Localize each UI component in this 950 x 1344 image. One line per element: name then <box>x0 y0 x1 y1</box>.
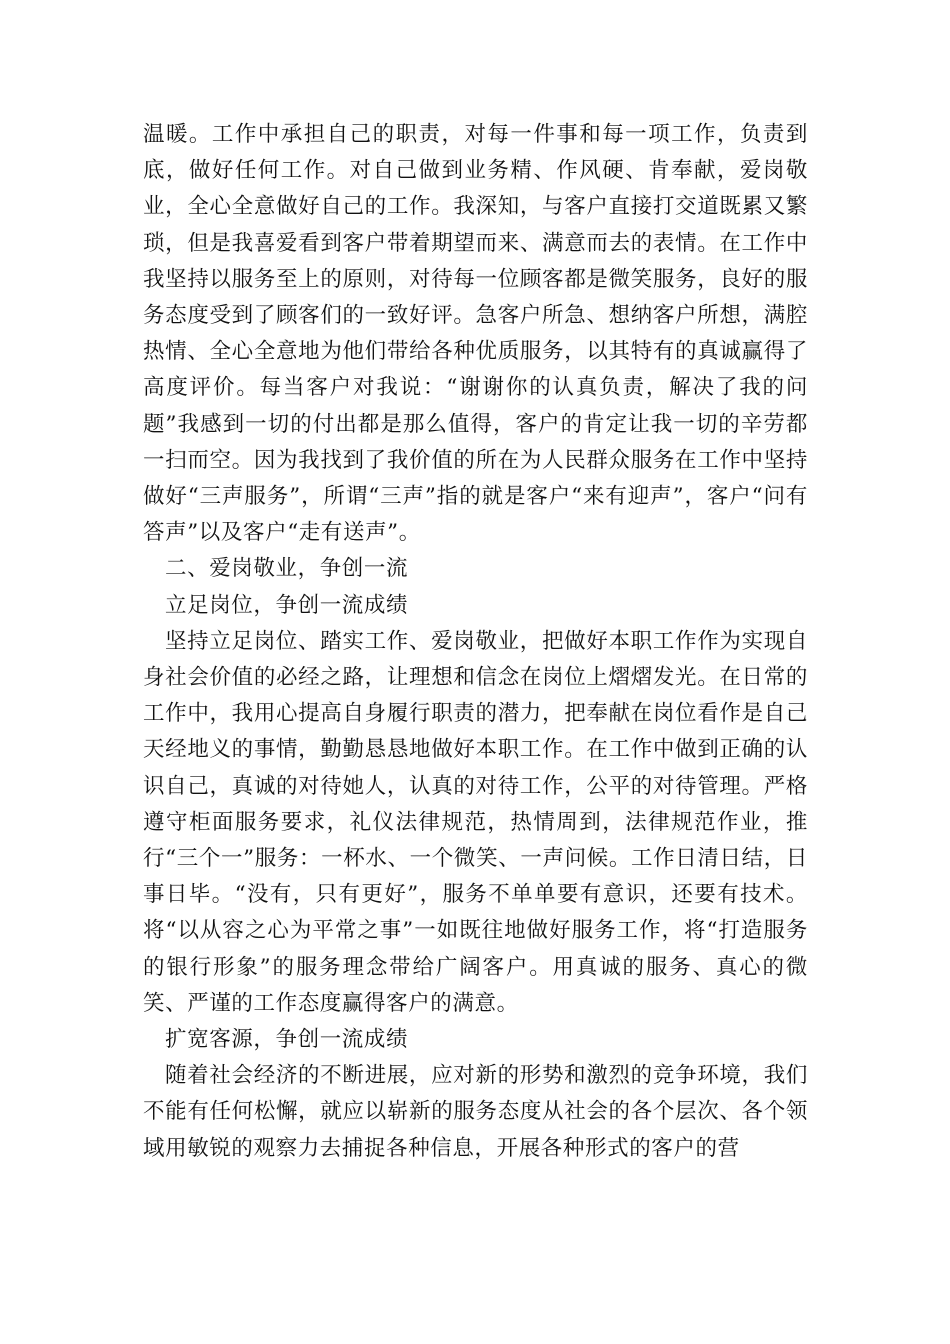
paragraph-expand-customers: 随着社会经济的不断进展，应对新的形势和激烈的竞争环境，我们不能有任何松懈，就应以崭新的服务态度从社会的各个层次、各个领域用敏锐的观察力去捕捉各种信息，开展各种形式的客户的营 <box>143 1063 808 1161</box>
paragraph-stand-at-post: 坚持立足岗位、踏实工作、爱岗敬业，把做好本职工作作为实现自身社会价值的必经之路，让理想和信念在岗位上熠熠发光。在日常的工作中，我用心提高自身履行职责的潜力，把奉献在岗位看作是自己天经地义的事情，勤勤恳恳地做好本职工作。在工作中做到正确的认识自己，真诚的对待她人，认真的对待工作，公平的对待管理。严格遵守柜面服务要求，礼仪法律规范，热情周到，法律规范作业，推行“三个一”服务：一杯水、一个微笑、一声问候。工作日清日结，日事日毕。“没有，只有更好”，服务不单单要有意识，还要有技术。将“以从容之心为平常之事”一如既往地做好服务工作，将“打造服务的银行形象”的服务理念带给广阔客户。用真诚的服务、真心的微笑、严谨的工作态度赢得客户的满意。 <box>143 628 808 1016</box>
subheading-expand-customers: 扩宽客源，争创一流成绩 <box>165 1027 409 1053</box>
section-heading-dedication: 二、爱岗敬业，争创一流 <box>165 556 409 582</box>
subheading-stand-at-post: 立足岗位，争创一流成绩 <box>165 592 409 618</box>
paragraph-service-attitude: 温暖。工作中承担自己的职责，对每一件事和每一项工作，负责到底，做好任何工作。对自己做到业务精、作风硬、肯奉献，爱岗敬业，全心全意做好自己的工作。我深知，与客户直接打交道既累又繁琐，但是我喜爱看到客户带着期望而来、满意而去的表情。在工作中我坚持以服务至上的原则，对待每一位顾客都是微笑服务，良好的服务态度受到了顾客们的一致好评。急客户所急、想纳客户所想，满腔热情、全心全意地为他们带给各种优质服务，以其特有的真诚赢得了高度评价。每当客户对我说：“谢谢你的认真负责，解决了我的问题”我感到一切的付出都是那么值得，客户的肯定让我一切的辛劳都一扫而空。因为我找到了我价值的所在为人民群众服务在工作中坚持做好“三声服务”，所谓“三声”指的就是客户“来有迎声”，客户“问有答声”以及客户“走有送声”。 <box>143 122 808 546</box>
document-body <box>143 117 808 1167</box>
